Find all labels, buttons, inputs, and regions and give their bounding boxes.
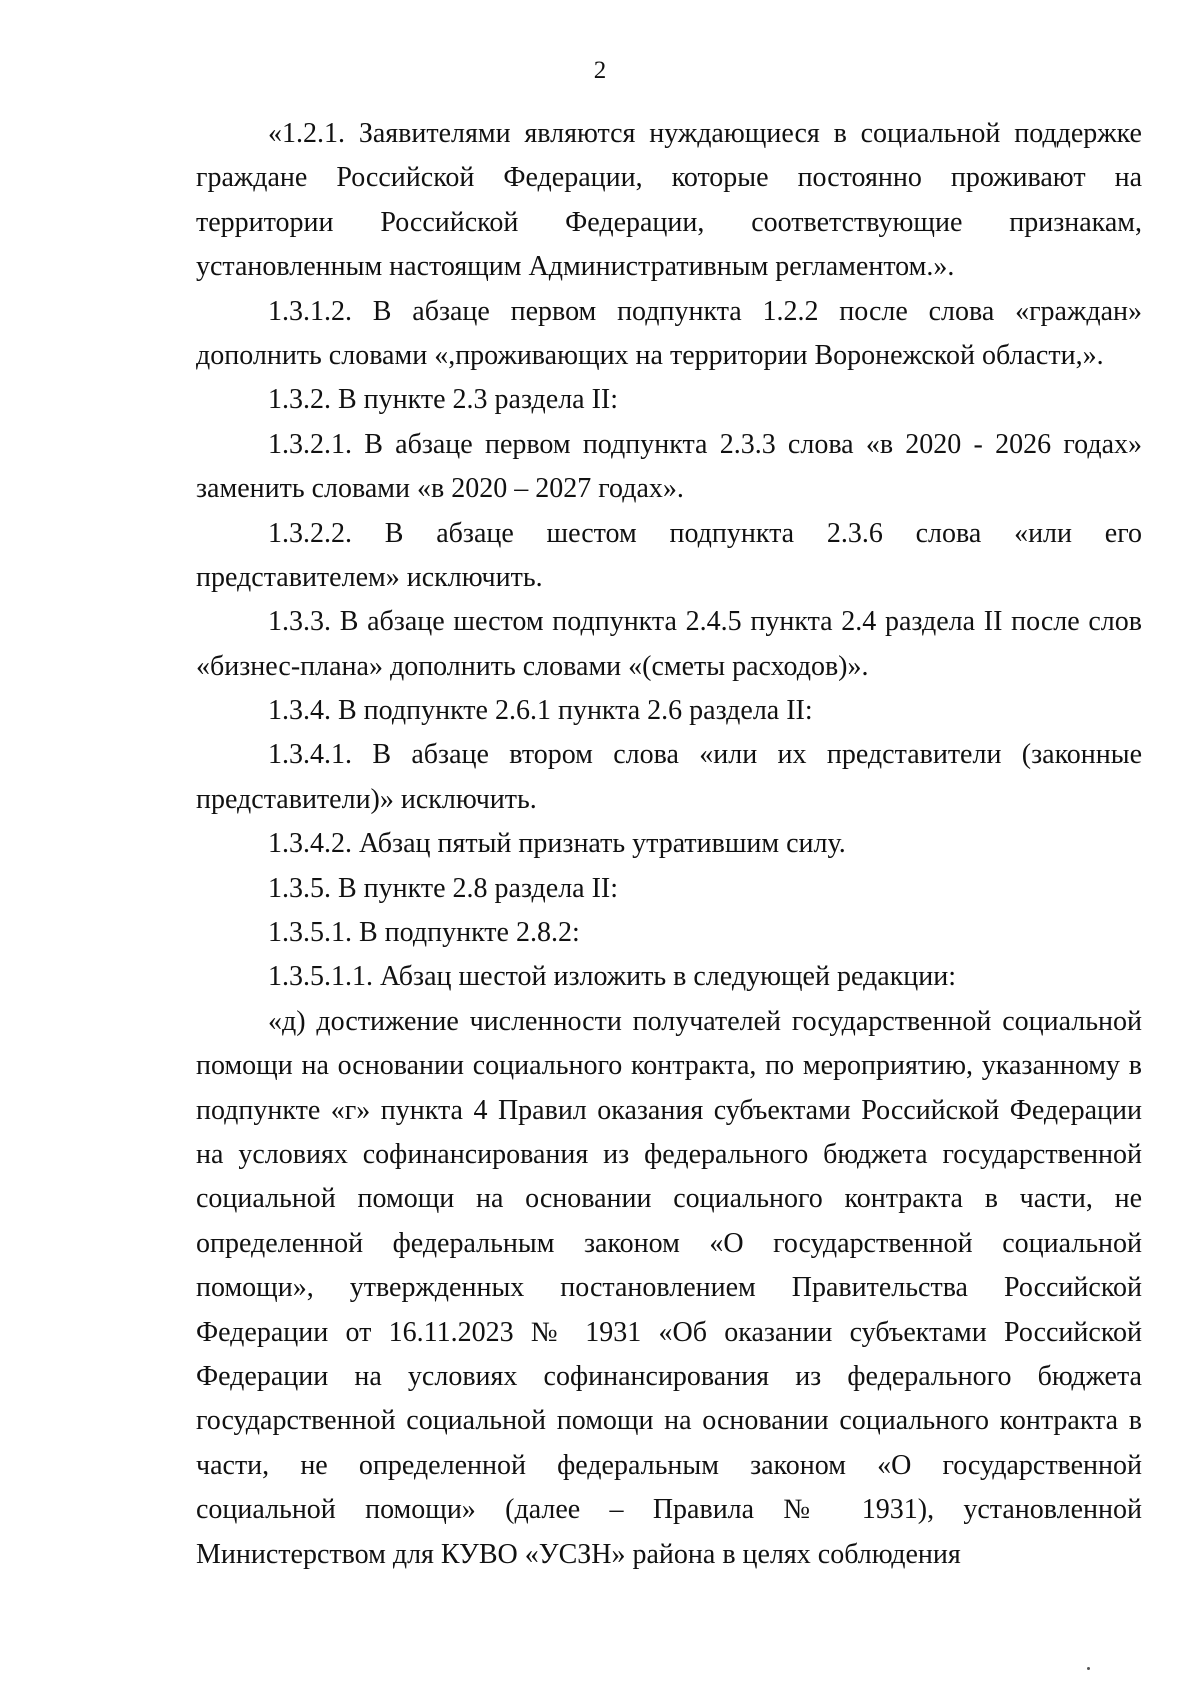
text-line: 1.3.5.1.1. Абзац шестой изложить в следующей редакции: [268, 961, 957, 993]
paragraph [196, 822, 1142, 866]
paragraph [196, 290, 1142, 379]
paragraph [196, 911, 1142, 955]
text-line: «бизнес-плана» дополнить словами «(сметы расходов)». [196, 650, 869, 682]
text-line: определенной федеральным законом «О государственной социальной [196, 1227, 1142, 1259]
text-line: социальной помощи на основании социального контракта в части, не [196, 1183, 1142, 1215]
paragraph [196, 512, 1142, 601]
text-line: «1.2.1. Заявителями являются нуждающиеся в социальной поддержке [268, 118, 1142, 149]
text-line: 1.3.2. В пункте 2.3 раздела II: [268, 384, 619, 416]
text-line: 1.3.2.2. В абзаце шестом подпункта 2.3.6 слова «или его [268, 517, 1142, 549]
text-line: дополнить словами «,проживающих на территории Воронежской области,». [196, 339, 1104, 371]
text-line: 1.3.4.2. Абзац пятый признать утратившим силу. [268, 828, 846, 860]
text-line: 1.3.5.1. В подпункте 2.8.2: [268, 917, 580, 949]
text-line: Федерации от 16.11.2023 № 1931 «Об оказании субъектами Российской [196, 1316, 1142, 1348]
text-line: части, не определенной федеральным законом «О государственной [196, 1449, 1142, 1481]
text-line: «д) достижение численности получателей государственной социальной [268, 1005, 1142, 1037]
text-line: установленным настоящим Административным регламентом.». [196, 251, 955, 283]
text-line: территории Российской Федерации, соответствующие признакам, [196, 206, 1142, 238]
paragraph [196, 733, 1142, 822]
page-number: 2 [593, 57, 607, 84]
paragraph [196, 867, 1142, 911]
text-line: социальной помощи» (далее – Правила № 1931), установленной [196, 1494, 1142, 1526]
text-line: 1.3.4. В подпункте 2.6.1 пункта 2.6 раздела II: [268, 695, 813, 727]
text-line: 1.3.2.1. В абзаце первом подпункта 2.3.3 слова «в 2020 - 2026 годах» [268, 428, 1142, 460]
text-line: государственной социальной помощи на основании социального контракта в [196, 1405, 1142, 1437]
text-line: Федерации на условиях софинансирования из федерального бюджета [196, 1360, 1142, 1392]
document-body [196, 112, 1142, 1577]
paragraph [196, 1000, 1142, 1577]
text-line: 1.3.3. В абзаце шестом подпункта 2.4.5 пункта 2.4 раздела II после слов [268, 606, 1142, 638]
paragraph [196, 112, 1142, 290]
text-line: подпункте «г» пункта 4 Правил оказания субъектами Российской Федерации [196, 1094, 1142, 1126]
text-line: представителем» исключить. [196, 561, 543, 593]
text-line: помощи», утвержденных постановлением Правительства Российской [196, 1272, 1142, 1304]
text-line: на условиях софинансирования из федерального бюджета государственной [196, 1138, 1142, 1170]
text-line: представители)» исключить. [196, 783, 537, 815]
paragraph [196, 955, 1142, 999]
text-line: 1.3.1.2. В абзаце первом подпункта 1.2.2 после слова «граждан» [268, 295, 1142, 327]
paragraph [196, 378, 1142, 422]
text-line: помощи на основании социального контракта, по мероприятию, указанному в [196, 1050, 1142, 1082]
text-line: 1.3.4.1. В абзаце втором слова «или их представители (законные [268, 739, 1142, 771]
text-line: Министерством для КУВО «УСЗН» района в целях соблюдения [196, 1538, 961, 1570]
paragraph [196, 600, 1142, 689]
paragraph [196, 689, 1142, 733]
text-line: граждане Российской Федерации, которые постоянно проживают на [196, 162, 1142, 194]
text-line: 1.3.5. В пункте 2.8 раздела II: [268, 872, 619, 904]
scan-speck [1087, 1667, 1090, 1670]
text-line: заменить словами «в 2020 – 2027 годах». [196, 473, 684, 505]
paragraph [196, 423, 1142, 512]
